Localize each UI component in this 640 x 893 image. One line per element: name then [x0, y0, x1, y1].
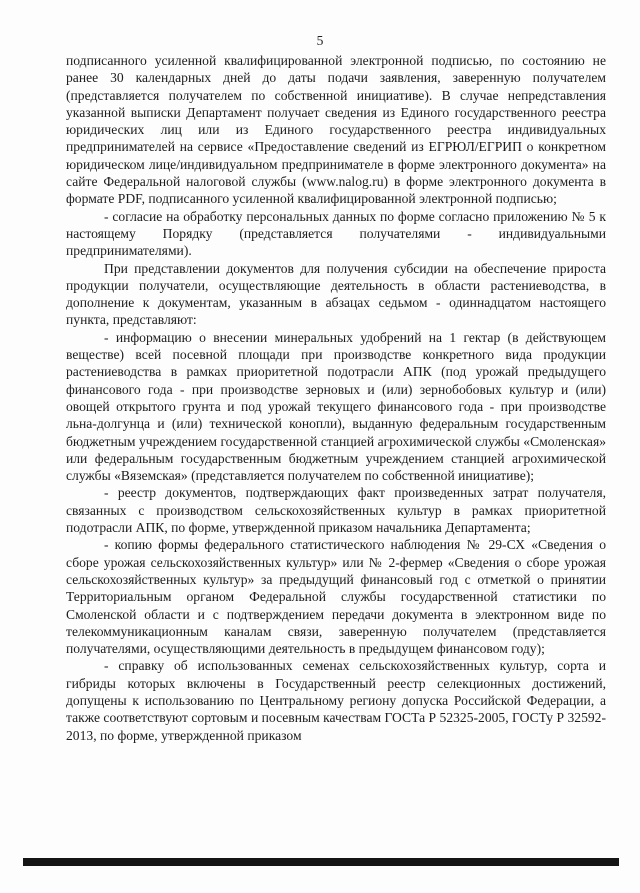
paragraph: - справку об использованных семенах сельскохозяйственных культур, сорта и гибриды которых включены в Государственный реестр селекционных достижений, допущены к использованию по Центральному региону допуска Российской Федерации, а также соответствуют сортовым и посевным качествам ГОСТа Р 52325-2005, ГОСТу Р 32592-2013, по форме, утвержденной приказом: [66, 658, 606, 743]
paragraph: подписанного усиленной квалифицированной электронной подписью, по состоянию не ранее 30 календарных дней до даты подачи заявления, заверенную получателем (представляется получателем по собственной инициативе). В случае непредставления указанной выписки Департамент получает сведения из Единого государственного реестра юридических лиц или из Единого государственного реестра индивидуальных предпринимателей на сервисе «Предоставление сведений из ЕГРЮЛ/ЕГРИП о конкретном юридическом лице/индивидуальном предпринимателе в форме электронного документа» на сайте Федеральной налоговой службы (www.nalog.ru) в форме электронного документа в формате PDF, подписанного усиленной квалифицированной электронной подписью;: [66, 53, 606, 207]
paragraph: - информацию о внесении минеральных удобрений на 1 гектар (в действующем веществе) всей посевной площади при производстве конкретного вида продукции растениеводства в рамках приоритетной подотрасли АПК (под урожай предыдущего финансового года - при производстве зерновых и (или) зернобобовых культур и (или) овощей открытого грунта и под урожай текущего финансового года - при производстве льна-долгунца и (или) технической конопли), выданную федеральным государственным бюджетным учреждением государственной станцией агрохимической службы «Смоленская» или федеральным государственным бюджетным учреждением станцией агрохимической службы «Вяземская» (представляется получателем по собственной инициативе);: [66, 329, 606, 484]
paragraph: - согласие на обработку персональных данных по форме согласно приложению № 5 к настоящему Порядку (представляется получателями - индивидуальными предпринимателями).: [66, 208, 606, 259]
paragraph: - копию формы федерального статистического наблюдения № 29-СХ «Сведения о сборе урожая сельскохозяйственных культур» или № 2-фермер «Сведения о сборе урожая сельскохозяйственных культур» за предыдущий финансовый год с отметкой о принятии Территориальным органом Федеральной службы государственной статистики по Смоленской области и с подтверждением передачи документа в электронном виде по телекоммуникационным каналам связи, заверенную получателем (представляется получателями, осуществляющими деятельность в предыдущем финансовом году);: [66, 537, 606, 657]
paragraph: При представлении документов для получения субсидии на обеспечение прироста продукции получатели, осуществляющие деятельность в области растениеводства, в дополнение к документам, указанным в абзацах седьмом - одиннадцатом настоящего пункта, представляют:: [66, 260, 606, 328]
paragraph: - реестр документов, подтверждающих факт произведенных затрат получателя, связанных с производством сельскохозяйственных культур в рамках приоритетной подотрасли АПК, по форме, утвержденной приказом начальника Департамента;: [66, 485, 606, 536]
document-body: [66, 52, 606, 744]
page-number: 5: [316, 33, 324, 48]
scan-edge-bar: [23, 858, 619, 866]
